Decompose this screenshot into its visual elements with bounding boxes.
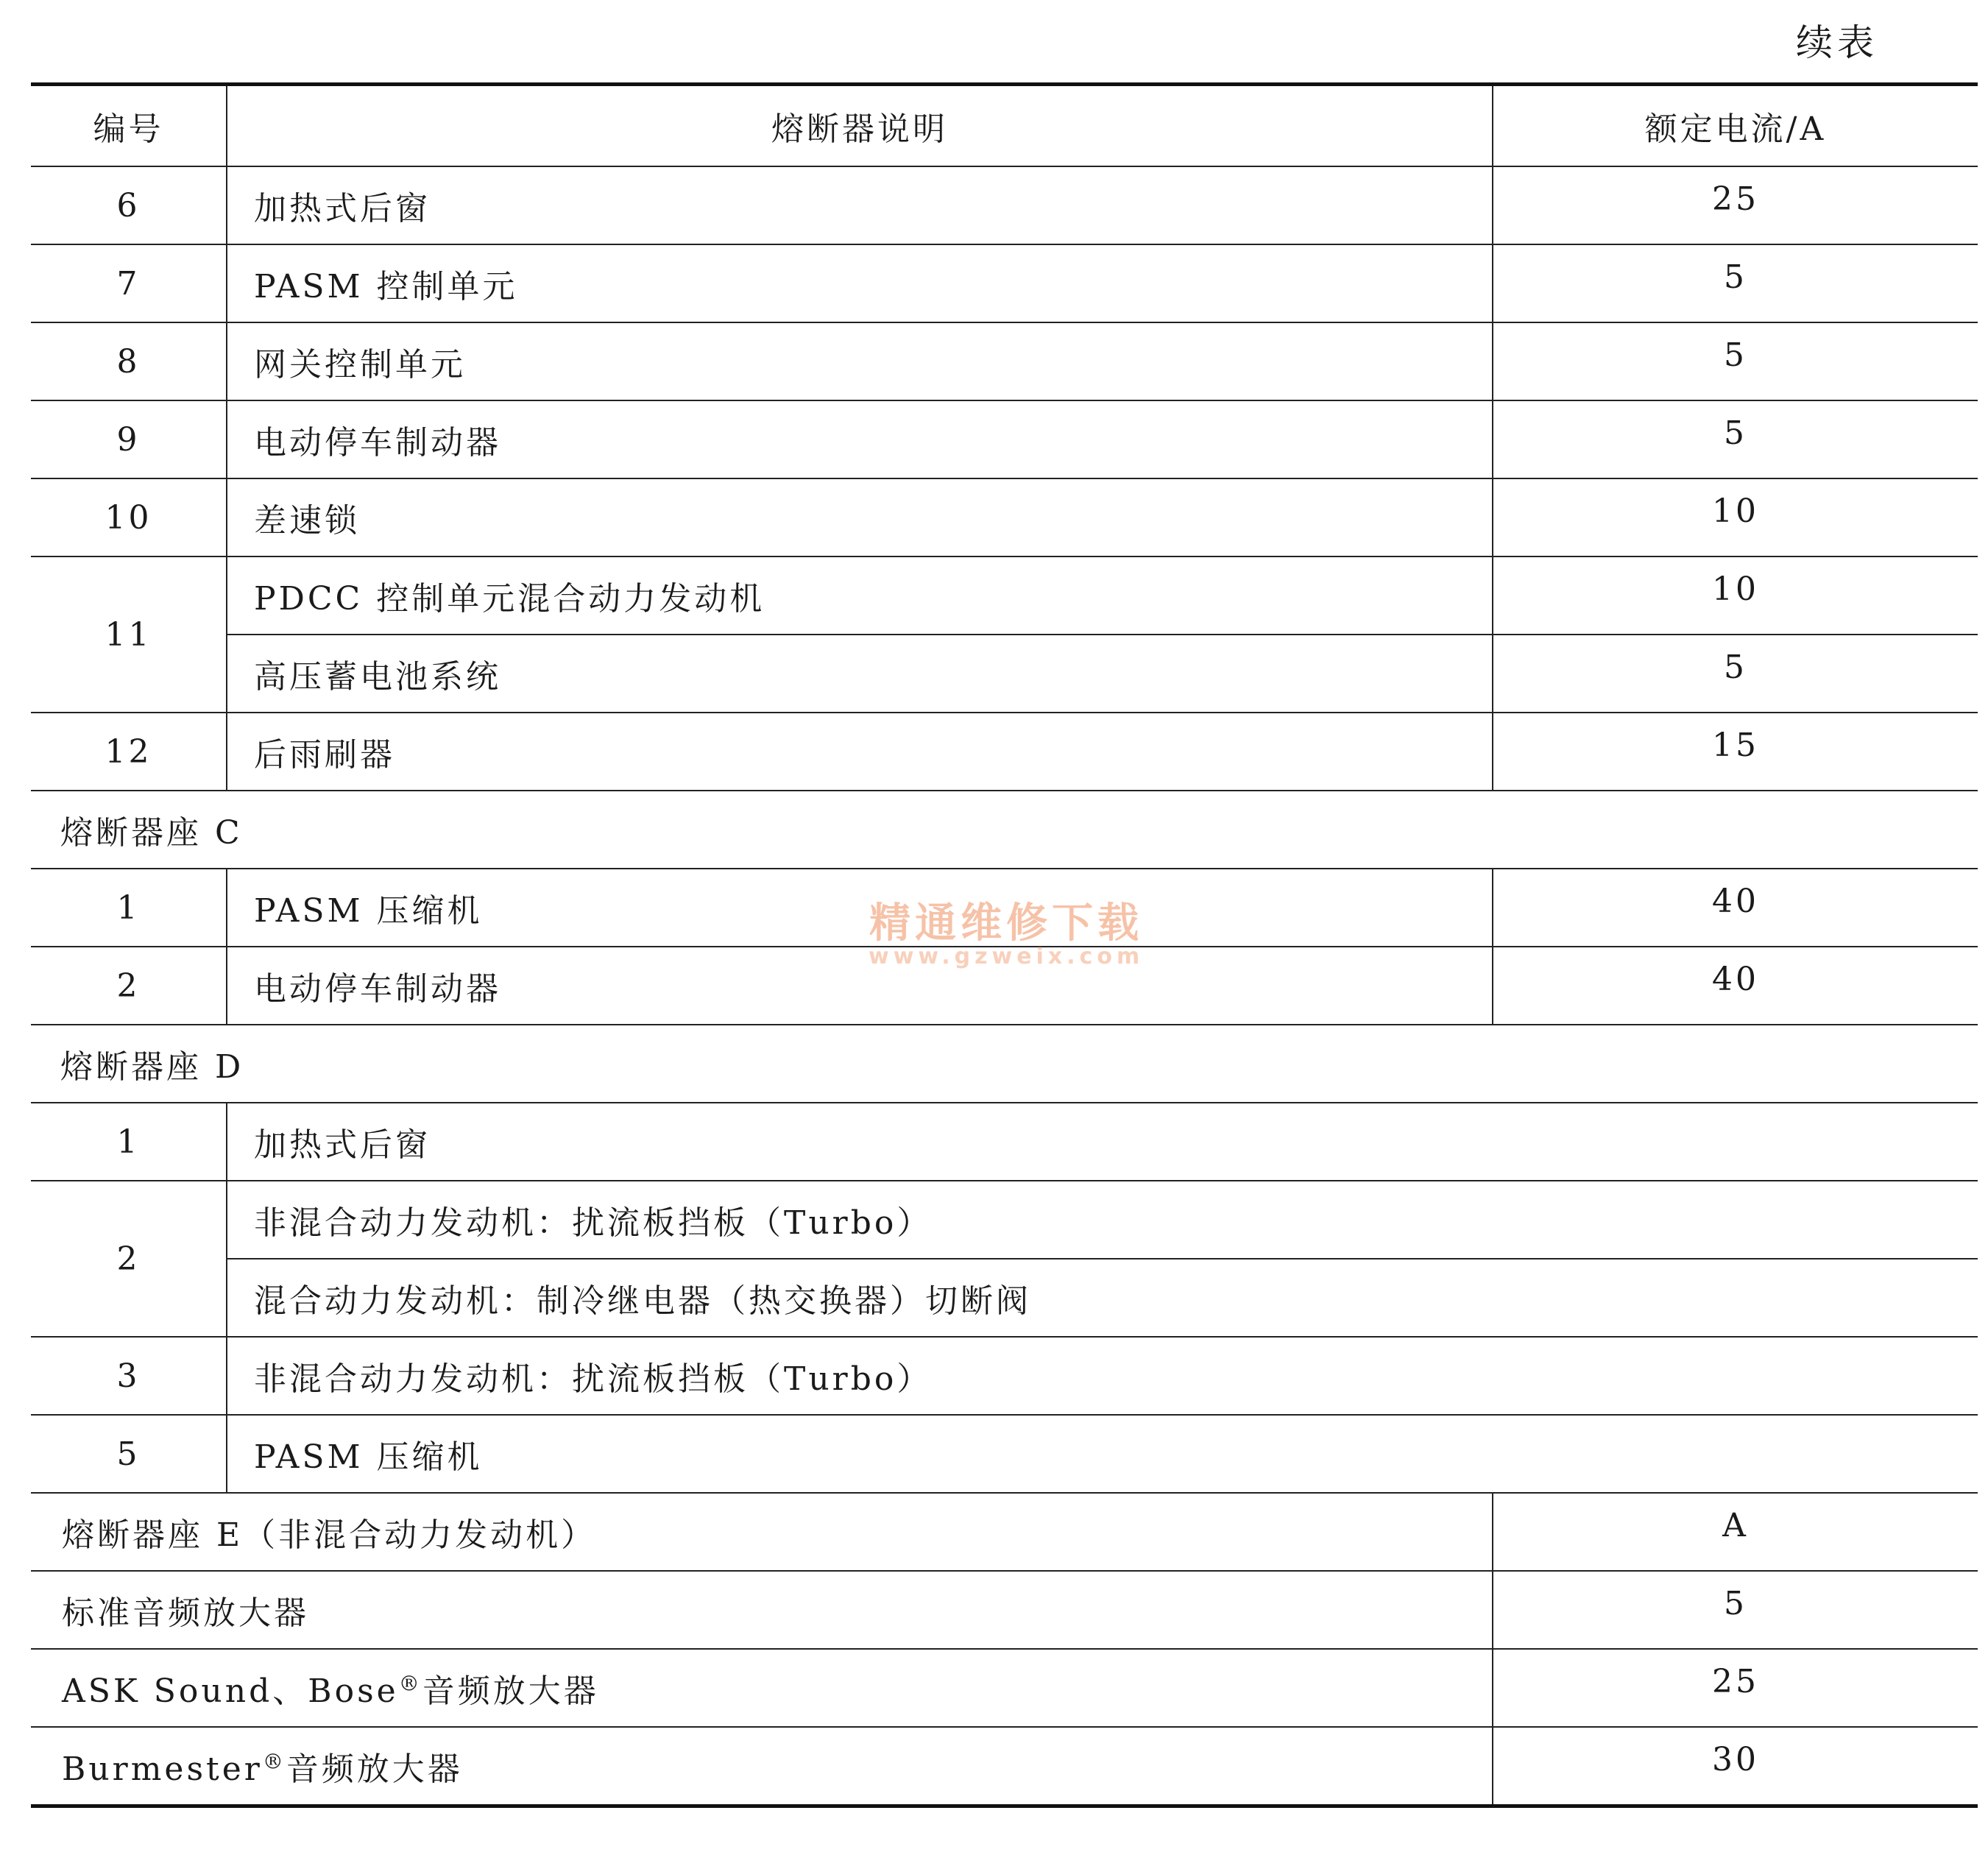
fuse-description: 非混合动力发动机：扰流板挡板（Turbo） — [227, 1181, 1978, 1259]
fuse-number: 3 — [31, 1337, 227, 1415]
table-row — [31, 1415, 1978, 1493]
fuse-current: 10 — [1493, 556, 1978, 635]
table-row — [31, 1103, 1978, 1181]
fuse-current: 25 — [1493, 1649, 1978, 1727]
fuse-current: 5 — [1493, 244, 1978, 322]
fuse-description — [31, 1649, 1493, 1727]
fuse-number: 2 — [31, 947, 227, 1025]
section-heading-row — [31, 1025, 1978, 1103]
fuse-description: PASM 压缩机 — [227, 1415, 1978, 1493]
fuse-current: 40 — [1493, 947, 1978, 1025]
table-row — [31, 244, 1978, 322]
table-row — [31, 478, 1978, 556]
fuse-number: 12 — [31, 713, 227, 791]
desc-prefix: Burmester — [62, 1750, 263, 1788]
table-row — [31, 400, 1978, 478]
fuse-description: 后雨刷器 — [227, 713, 1493, 791]
table-row — [31, 947, 1978, 1025]
table-row — [31, 1259, 1978, 1337]
fuse-number: 1 — [31, 869, 227, 947]
fuse-number: 9 — [31, 400, 227, 478]
continued-table-label: 续表 — [1796, 21, 1878, 64]
fuse-description: PASM 控制单元 — [227, 244, 1493, 322]
fuse-current: 25 — [1493, 166, 1978, 244]
header-description: 熔断器说明 — [227, 85, 1493, 167]
section-title-c: 熔断器座 C — [31, 791, 1978, 869]
fuse-description: PASM 压缩机 — [227, 869, 1493, 947]
fuse-description — [31, 1727, 1493, 1806]
fuse-number: 5 — [31, 1415, 227, 1493]
header-rated-current: 额定电流/A — [1493, 85, 1978, 167]
fuse-current: 10 — [1493, 478, 1978, 556]
table-row — [31, 635, 1978, 713]
fuse-number: 8 — [31, 322, 227, 400]
watermark-url: www.gzweix.com — [869, 944, 1145, 969]
fuse-number: 6 — [31, 166, 227, 244]
watermark-title: 精通维修下载 — [869, 900, 1144, 947]
fuse-current: 40 — [1493, 869, 1978, 947]
fuse-current: 5 — [1493, 1571, 1978, 1649]
table-row — [31, 713, 1978, 791]
fuse-number: 11 — [31, 556, 227, 713]
fuse-current: 15 — [1493, 713, 1978, 791]
fuse-description: PDCC 控制单元混合动力发动机 — [227, 556, 1493, 635]
fuse-current: 5 — [1493, 635, 1978, 713]
fuse-description: 标准音频放大器 — [31, 1571, 1493, 1649]
desc-prefix: ASK Sound、Bose — [62, 1672, 399, 1710]
fuse-table — [31, 82, 1978, 1808]
fuse-description: 电动停车制动器 — [227, 947, 1493, 1025]
table-row — [31, 1649, 1978, 1727]
table-row — [31, 556, 1978, 635]
fuse-description: 加热式后窗 — [227, 166, 1493, 244]
table-row — [31, 869, 1978, 947]
fuse-current: 5 — [1493, 400, 1978, 478]
table-row — [31, 322, 1978, 400]
section-heading-row — [31, 1493, 1978, 1571]
section-heading-row — [31, 791, 1978, 869]
fuse-current: 5 — [1493, 322, 1978, 400]
fuse-number: 2 — [31, 1181, 227, 1337]
table-row — [31, 1181, 1978, 1259]
section-unit: A — [1493, 1493, 1978, 1571]
registered-mark: ® — [398, 1671, 422, 1696]
section-title-e: 熔断器座 E（非混合动力发动机） — [31, 1493, 1493, 1571]
desc-suffix: 音频放大器 — [422, 1672, 599, 1710]
table-row — [31, 1727, 1978, 1806]
desc-suffix: 音频放大器 — [286, 1750, 463, 1788]
section-title-d: 熔断器座 D — [31, 1025, 1978, 1103]
fuse-description: 高压蓄电池系统 — [227, 635, 1493, 713]
fuse-current: 30 — [1493, 1727, 1978, 1806]
table-row — [31, 166, 1978, 244]
table-row — [31, 1337, 1978, 1415]
fuse-description: 网关控制单元 — [227, 322, 1493, 400]
fuse-number: 1 — [31, 1103, 227, 1181]
fuse-description: 差速锁 — [227, 478, 1493, 556]
fuse-number: 10 — [31, 478, 227, 556]
fuse-description: 加热式后窗 — [227, 1103, 1978, 1181]
table-row — [31, 1571, 1978, 1649]
table-header-row — [31, 85, 1978, 167]
header-number: 编号 — [31, 85, 227, 167]
fuse-number: 7 — [31, 244, 227, 322]
fuse-description: 混合动力发动机：制冷继电器（热交换器）切断阀 — [227, 1259, 1978, 1337]
fuse-description: 非混合动力发动机：扰流板挡板（Turbo） — [227, 1337, 1978, 1415]
fuse-description: 电动停车制动器 — [227, 400, 1493, 478]
registered-mark: ® — [262, 1749, 286, 1774]
